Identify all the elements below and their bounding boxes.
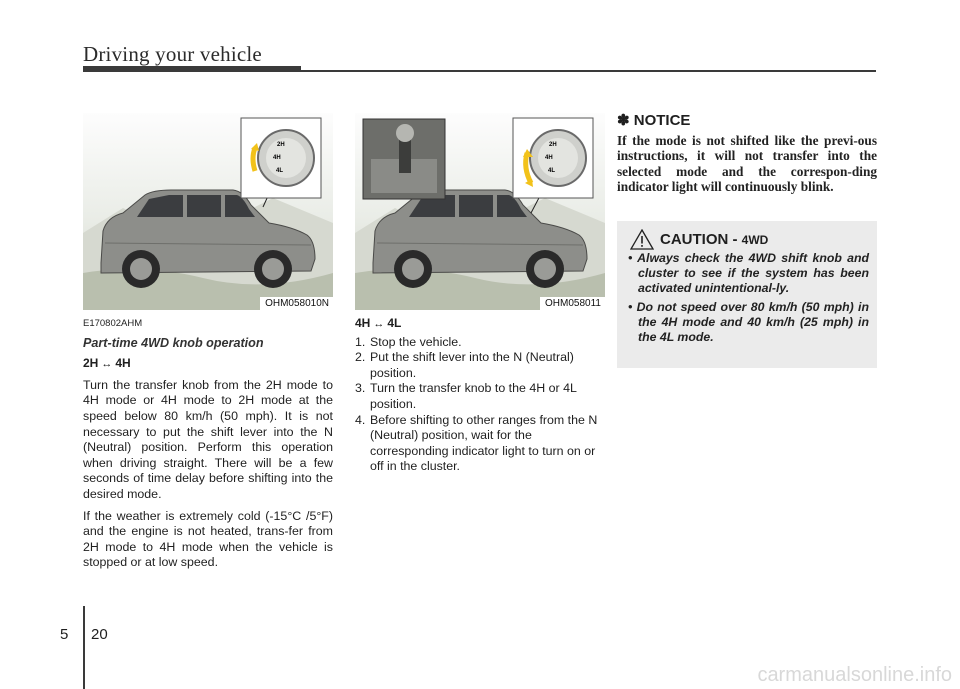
knob-label-2h: 2H: [277, 142, 285, 148]
list-item: 2. Put the shift lever into the N (Neutral) position.: [355, 350, 574, 380]
list-item: 1. Stop the vehicle.: [355, 334, 462, 349]
paragraph: Turn the transfer knob from the 2H mode to 4H mode or 4H mode to 2H mode at the speed below 80 km/h (50 mph). It is not necessary to put the shift lever into the N (Neutral) position. Perform this operation when driving straight. There will be a few seconds of time delay before shifting into the desired mode.: [83, 377, 333, 501]
steps-list: [355, 335, 605, 475]
figure-code: OHM058010N: [260, 297, 333, 310]
notice-title: ✽ NOTICE: [617, 112, 691, 129]
knob-label-2h: 2H: [549, 142, 557, 148]
mode-from: 4H: [355, 316, 371, 330]
watermark: carmanualsonline.info: [757, 664, 952, 686]
mode-to: 4H: [115, 356, 131, 371]
caution-title: CAUTION - 4WD: [660, 231, 769, 248]
figure-code: OHM058011: [540, 297, 605, 310]
mode-from: 2H: [83, 356, 99, 371]
list-item: 4. Before shifting to other ranges from the N (Neutral) position, wait for the corresponding indicator light to turn on or off in the cluster.: [355, 412, 598, 474]
left-column: [83, 316, 333, 571]
figure-suv-knob: [83, 113, 333, 310]
header-rule: [83, 70, 876, 72]
knob-label-4h: 4H: [545, 155, 553, 161]
knob-label-4l: 4L: [548, 168, 556, 174]
caution-list: [625, 251, 869, 345]
notice-text: If the mode is not shifted like the previ-ous instructions, it will not transfer into the selected mode and the correspon-ding indicator light will continuously blink.: [617, 133, 877, 195]
section-code: E170802AHM: [83, 318, 143, 329]
mode-to: 4L: [387, 316, 402, 330]
page-number: 20: [91, 626, 108, 643]
middle-column: [355, 316, 605, 475]
paragraph: If the weather is extremely cold (-15°C /5°F) and the engine is not heated, trans-fer from 2H mode to 4H mode when the vehicle is stopped or at low speed.: [83, 508, 333, 570]
notice-star-icon: ✽: [617, 112, 630, 129]
section-subtitle: Part-time 4WD knob operation: [83, 335, 264, 350]
caution-box: [617, 221, 877, 368]
list-item: 3. Turn the transfer knob to the 4H or 4L position.: [355, 381, 577, 411]
mode-heading-4h-4l: [355, 316, 605, 333]
knob-label-4l: 4L: [276, 168, 284, 174]
knob-label-4h: 4H: [273, 155, 281, 161]
notice-block: [617, 111, 877, 195]
double-arrow-icon: ↔: [373, 318, 385, 330]
list-item: • Always check the 4WD shift knob and cluster to see if the system has been activated unintentional-ly.: [628, 251, 869, 295]
figure-suv-shift-lever: [355, 113, 605, 310]
page-header-title: Driving your vehicle: [83, 42, 262, 66]
section-number: 5: [60, 626, 69, 643]
suv-illustration: [83, 113, 333, 310]
list-item: • Do not speed over 80 km/h (50 mph) in the 4H mode and 40 km/h (25 mph) in the 4L mode.: [628, 300, 869, 344]
mode-heading-2h-4h: [83, 356, 333, 373]
footer-rule: [83, 606, 85, 689]
suv-shift-illustration: [355, 113, 605, 310]
double-arrow-icon: ↔: [101, 358, 113, 371]
